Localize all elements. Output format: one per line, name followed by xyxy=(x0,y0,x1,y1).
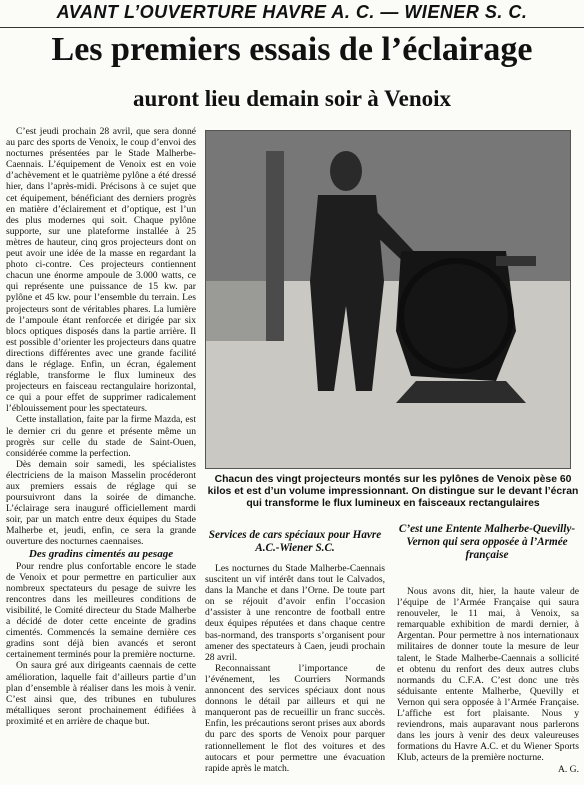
kicker-line: AVANT L’OUVERTURE HAVRE A. C. — WIENER S. C. xyxy=(56,2,528,22)
article-paragraph: Cette installation, faite par la firme Mazda, est le dernier cri du genre et présente même un progrès sur celle du stade de Saint-Ouen, considérée comme la perfection. xyxy=(6,414,196,459)
article-paragraph: Dès demain soir samedi, les spécialistes électriciens de la maison Masselin procéderont aux premiers essais de réglage qui se poursuivront dans la soirée de dimanche. L’éclairage sera inauguré officiellement mardi soir, par un match entre deux équipes du Stade Malherbe et, jeudi, enfin, ce sera la grande ouverture des nocturnes caennaises. xyxy=(6,458,196,548)
article-paragraph: Pour rendre plus confortable encore le stade de Venoix et pour permettre en particulier aux nombreux spectateurs du pesage de suivre les rencontres dans les meilleures conditions de visibilité, le Comité directeur du Stade Malherbe a décidé de doter cette enceinte de gradins cimentés. Commencés la semaine dernière ces gradins sont déjà bien avancés et seront certainement terminés pour la première nocturne. xyxy=(6,560,196,661)
section-subtitle: Des gradins cimentés au pesage xyxy=(28,547,174,560)
author-signature: A. G. xyxy=(557,763,579,775)
subheadline: auront lieu demain soir à Venoix xyxy=(132,86,451,111)
section-title-cars: Services de cars spéciaux pour Havre A.C.-Wiener S.C. xyxy=(208,529,382,554)
article-column-2 xyxy=(205,563,385,783)
top-divider xyxy=(0,27,584,28)
photo-caption: Chacun des vingt projecteurs montés sur les pylônes de Venoix pèse 60 kilos et est d’un volume impressionnant. On distingue sur le devant l’écran qui transforme le flux lumineux en faisceaux rectangulaires xyxy=(207,474,579,509)
article-paragraph: C’est jeudi prochain 28 avril, que sera donné au parc des sports de Venoix, le coup d’envoi des nocturnes présentées par le Stade Malherbe-Caennais. L’équipement de Venoix est en voie d’achèvement et le quatrième pylône a été dressé hier, dans l’après-midi. Précisons à ce sujet que cet équipement, bénéficiant des derniers progrès en matière d’éclairement et d’optique, est l’un des plus modernes qui soit. Chaque pylône supporte, sur une plateforme installée à 25 mètres de hauteur, cinq gros projecteurs dont on peut avoir une idée de la masse en regardant la photo ci-contre. Ces projecteurs contiennent chacun une énorme ampoule de 3.000 watts, ce qui représente une puissance de 15 kw. par pylône et 45 kw. pour l’ensemble du terrain. Les projecteurs sont de véritables phares. La lumière de l’ampoule étant renforcée et dirigée par six blocs optiques disposés dans la partie arrière. Il est possible d’orienter les projecteurs dans quatre directions différentes avec une grande facilité dans le réglage. Enfin, un écran, également réglable, transforme le flux lumineux des projecteurs en faisceau rectangulaire horizontal, ce qui a pour effet de supprimer radicalement l’éblouissement pour les spectateurs. xyxy=(6,126,196,415)
floodlight-photo xyxy=(205,130,571,469)
photo-illustration xyxy=(206,131,570,468)
headline: Les premiers essais de l’éclairage xyxy=(51,31,533,68)
article-column-1 xyxy=(6,126,196,782)
article-paragraph: Reconnaissant l’importance de l’événement, les Courriers Normands annoncent des services spéciaux dont nous donnons le détail par ailleurs et qui ne manqueront pas de recueillir un franc succès. Enfin, les précautions seront prises aux abords du parc des sports de Venoix pour parquer rationnellement le flot des voitures et des autocars et pour permettre une évacuation rapide après le match. xyxy=(205,662,385,774)
article-paragraph: Les nocturnes du Stade Malherbe-Caennais suscitent un vif intérêt dans tout le Calvados, dans la Manche et dans l’Orne. De toute part on se réjouit d’avoir enfin l’occasion d’assister à une rencontre de football entre deux équipes réputées et dans chaque centre bas-normand, des transports s’organisent pour amener des spectateurs à Caen, jeudi prochain 28 avril. xyxy=(205,563,385,663)
section-title-entente: C’est une Entente Malherbe-Quevilly-Vernon qui sera opposée à l’Armée française xyxy=(398,523,576,561)
article-paragraph: On saura gré aux dirigeants caennais de cette amélioration, laquelle fait d’ailleurs partie d’un plan d’ensemble à réaliser dans les mois à venir. C’est ainsi que, des tribunes en tubulures métalliques seront prochainement édifiées à proximité et en arrière de chaque but. xyxy=(6,660,196,727)
article-paragraph: Nous avons dit, hier, la haute valeur de l’équipe de l’Armée Française qui saura renouveler, le 11 mai, à Venoix, sa remarquable exhibition de mardi dernier, à Argentan. Pour permettre à nos internationaux militaires de donner toute la mesure de leur talent, le Stade Malherbe-Caennais a sollicité et obtenu du renfort des deux autres clubs normands du C.F.A. C’est donc une très séduisante entente Malherbe, Quevilly et Vernon qui sera opposée à l’Armée Française. L’affiche est fort plaisante. Nous y reviendrons, mais auparavant nous parlerons dans les jours à venir des deux valeureuses formations du Havre A.C. et du Wiener Sports Klub, acteurs de la première nocturne. xyxy=(397,586,579,764)
article-column-3 xyxy=(397,586,579,783)
